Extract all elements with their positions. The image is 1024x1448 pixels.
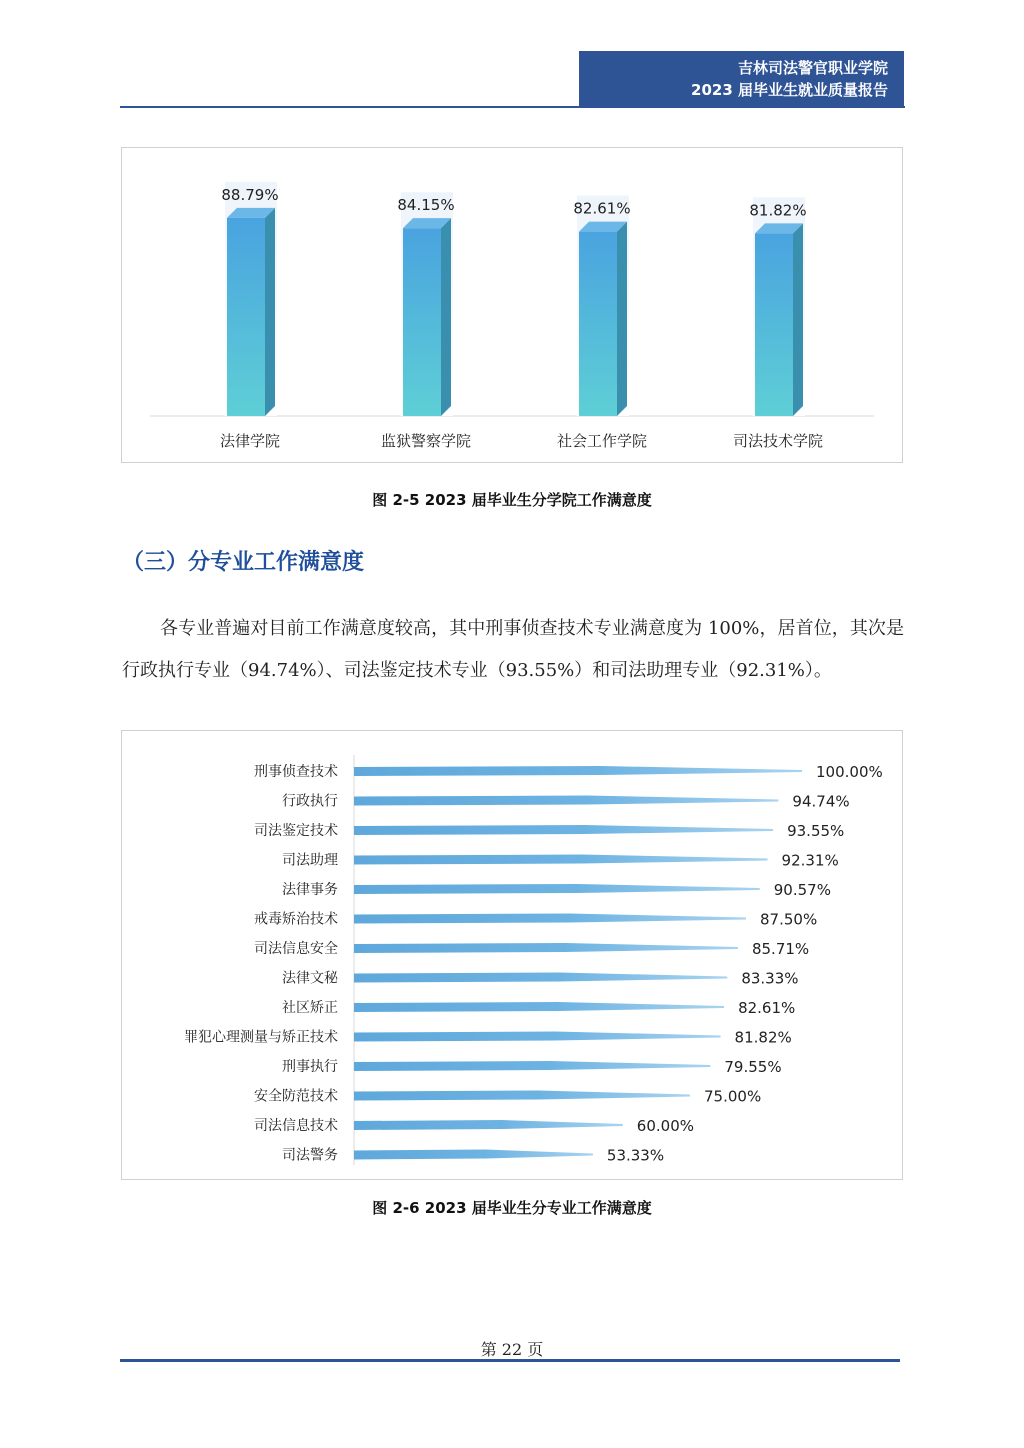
category-label: 行政执行: [282, 793, 338, 810]
category-label: 监狱警察学院: [380, 432, 472, 450]
data-label: 85.71%: [751, 940, 810, 958]
bar: [354, 884, 760, 894]
data-label: 94.74%: [792, 792, 850, 811]
bar-side: [617, 222, 627, 416]
data-label: 84.15%: [397, 196, 455, 215]
category-label: 社区矫正: [282, 1000, 338, 1016]
bar: [354, 943, 738, 953]
bar: [579, 232, 617, 416]
bar: [354, 766, 802, 776]
bar: [354, 855, 768, 865]
data-label: 81.82%: [734, 1028, 792, 1047]
bar: [354, 796, 778, 806]
header-report-title: 2023 届毕业生就业质量报告: [691, 81, 888, 99]
data-label: 75.00%: [704, 1087, 762, 1106]
category-label: 司法技术学院: [732, 432, 824, 450]
bar: [403, 228, 441, 416]
college-satisfaction-chart: [121, 147, 903, 463]
bar: [354, 1032, 721, 1042]
bar-side: [265, 208, 275, 416]
category-label: 司法助理: [282, 852, 338, 869]
figure2-caption: 图 2-6 2023 届毕业生分专业工作满意度: [372, 1199, 652, 1217]
header-school-name: 吉林司法警官职业学院: [737, 59, 888, 77]
bar-side: [441, 218, 451, 416]
category-label: 司法信息安全: [254, 941, 338, 957]
bar-side: [793, 223, 803, 416]
bar: [354, 1091, 690, 1101]
data-label: 100.00%: [816, 763, 883, 781]
data-label: 87.50%: [760, 910, 818, 929]
data-label: 53.33%: [606, 1146, 665, 1165]
college-satisfaction-svg: [122, 148, 902, 462]
major-satisfaction-chart: [121, 730, 903, 1180]
page-number: 第 22 页: [480, 1340, 544, 1359]
footer-rule: [120, 1359, 900, 1362]
bar: [354, 825, 773, 835]
section-paragraph: 各专业普遍对目前工作满意度较高，其中刑事侦查技术专业满意度为 100%，居首位，其次是行政执行专业（94.74%）、司法鉴定技术专业（93.55%）和司法助理专业（92.31%）。: [122, 618, 904, 681]
bar: [354, 1120, 623, 1130]
category-label: 法律文秘: [282, 970, 338, 987]
bar: [227, 218, 265, 416]
category-label: 刑事侦查技术: [254, 764, 338, 780]
category-label: 司法警务: [282, 1147, 338, 1164]
bar: [354, 1002, 724, 1012]
section-heading: （三）分专业工作满意度: [122, 550, 365, 575]
data-label: 81.82%: [749, 201, 807, 220]
header-rule: [120, 106, 905, 108]
data-label: 88.79%: [221, 185, 279, 204]
category-label: 司法信息技术: [254, 1118, 338, 1134]
bar: [354, 1150, 593, 1160]
major-satisfaction-svg: [122, 731, 902, 1179]
bar: [354, 973, 727, 983]
category-label: 社会工作学院: [556, 432, 648, 450]
data-label: 82.61%: [573, 199, 631, 218]
figure1-caption: 图 2-5 2023 届毕业生分学院工作满意度: [372, 491, 652, 509]
category-label: 刑事执行: [282, 1059, 338, 1075]
data-label: 82.61%: [738, 999, 796, 1017]
category-label: 法律学院: [219, 432, 281, 450]
data-label: 60.00%: [636, 1117, 695, 1135]
category-label: 司法鉴定技术: [254, 823, 338, 839]
data-label: 90.57%: [773, 881, 831, 899]
data-label: 93.55%: [787, 822, 845, 840]
category-label: 安全防范技术: [254, 1088, 338, 1105]
category-label: 法律事务: [282, 882, 338, 898]
data-label: 92.31%: [781, 851, 839, 870]
bar: [354, 1061, 710, 1071]
data-label: 79.55%: [724, 1058, 782, 1076]
bar: [354, 914, 746, 924]
category-label: 戒毒矫治技术: [254, 911, 338, 928]
report-header: [579, 51, 904, 107]
data-label: 83.33%: [741, 969, 799, 988]
bar: [755, 233, 793, 416]
category-label: 罪犯心理测量与矫正技术: [184, 1029, 338, 1046]
